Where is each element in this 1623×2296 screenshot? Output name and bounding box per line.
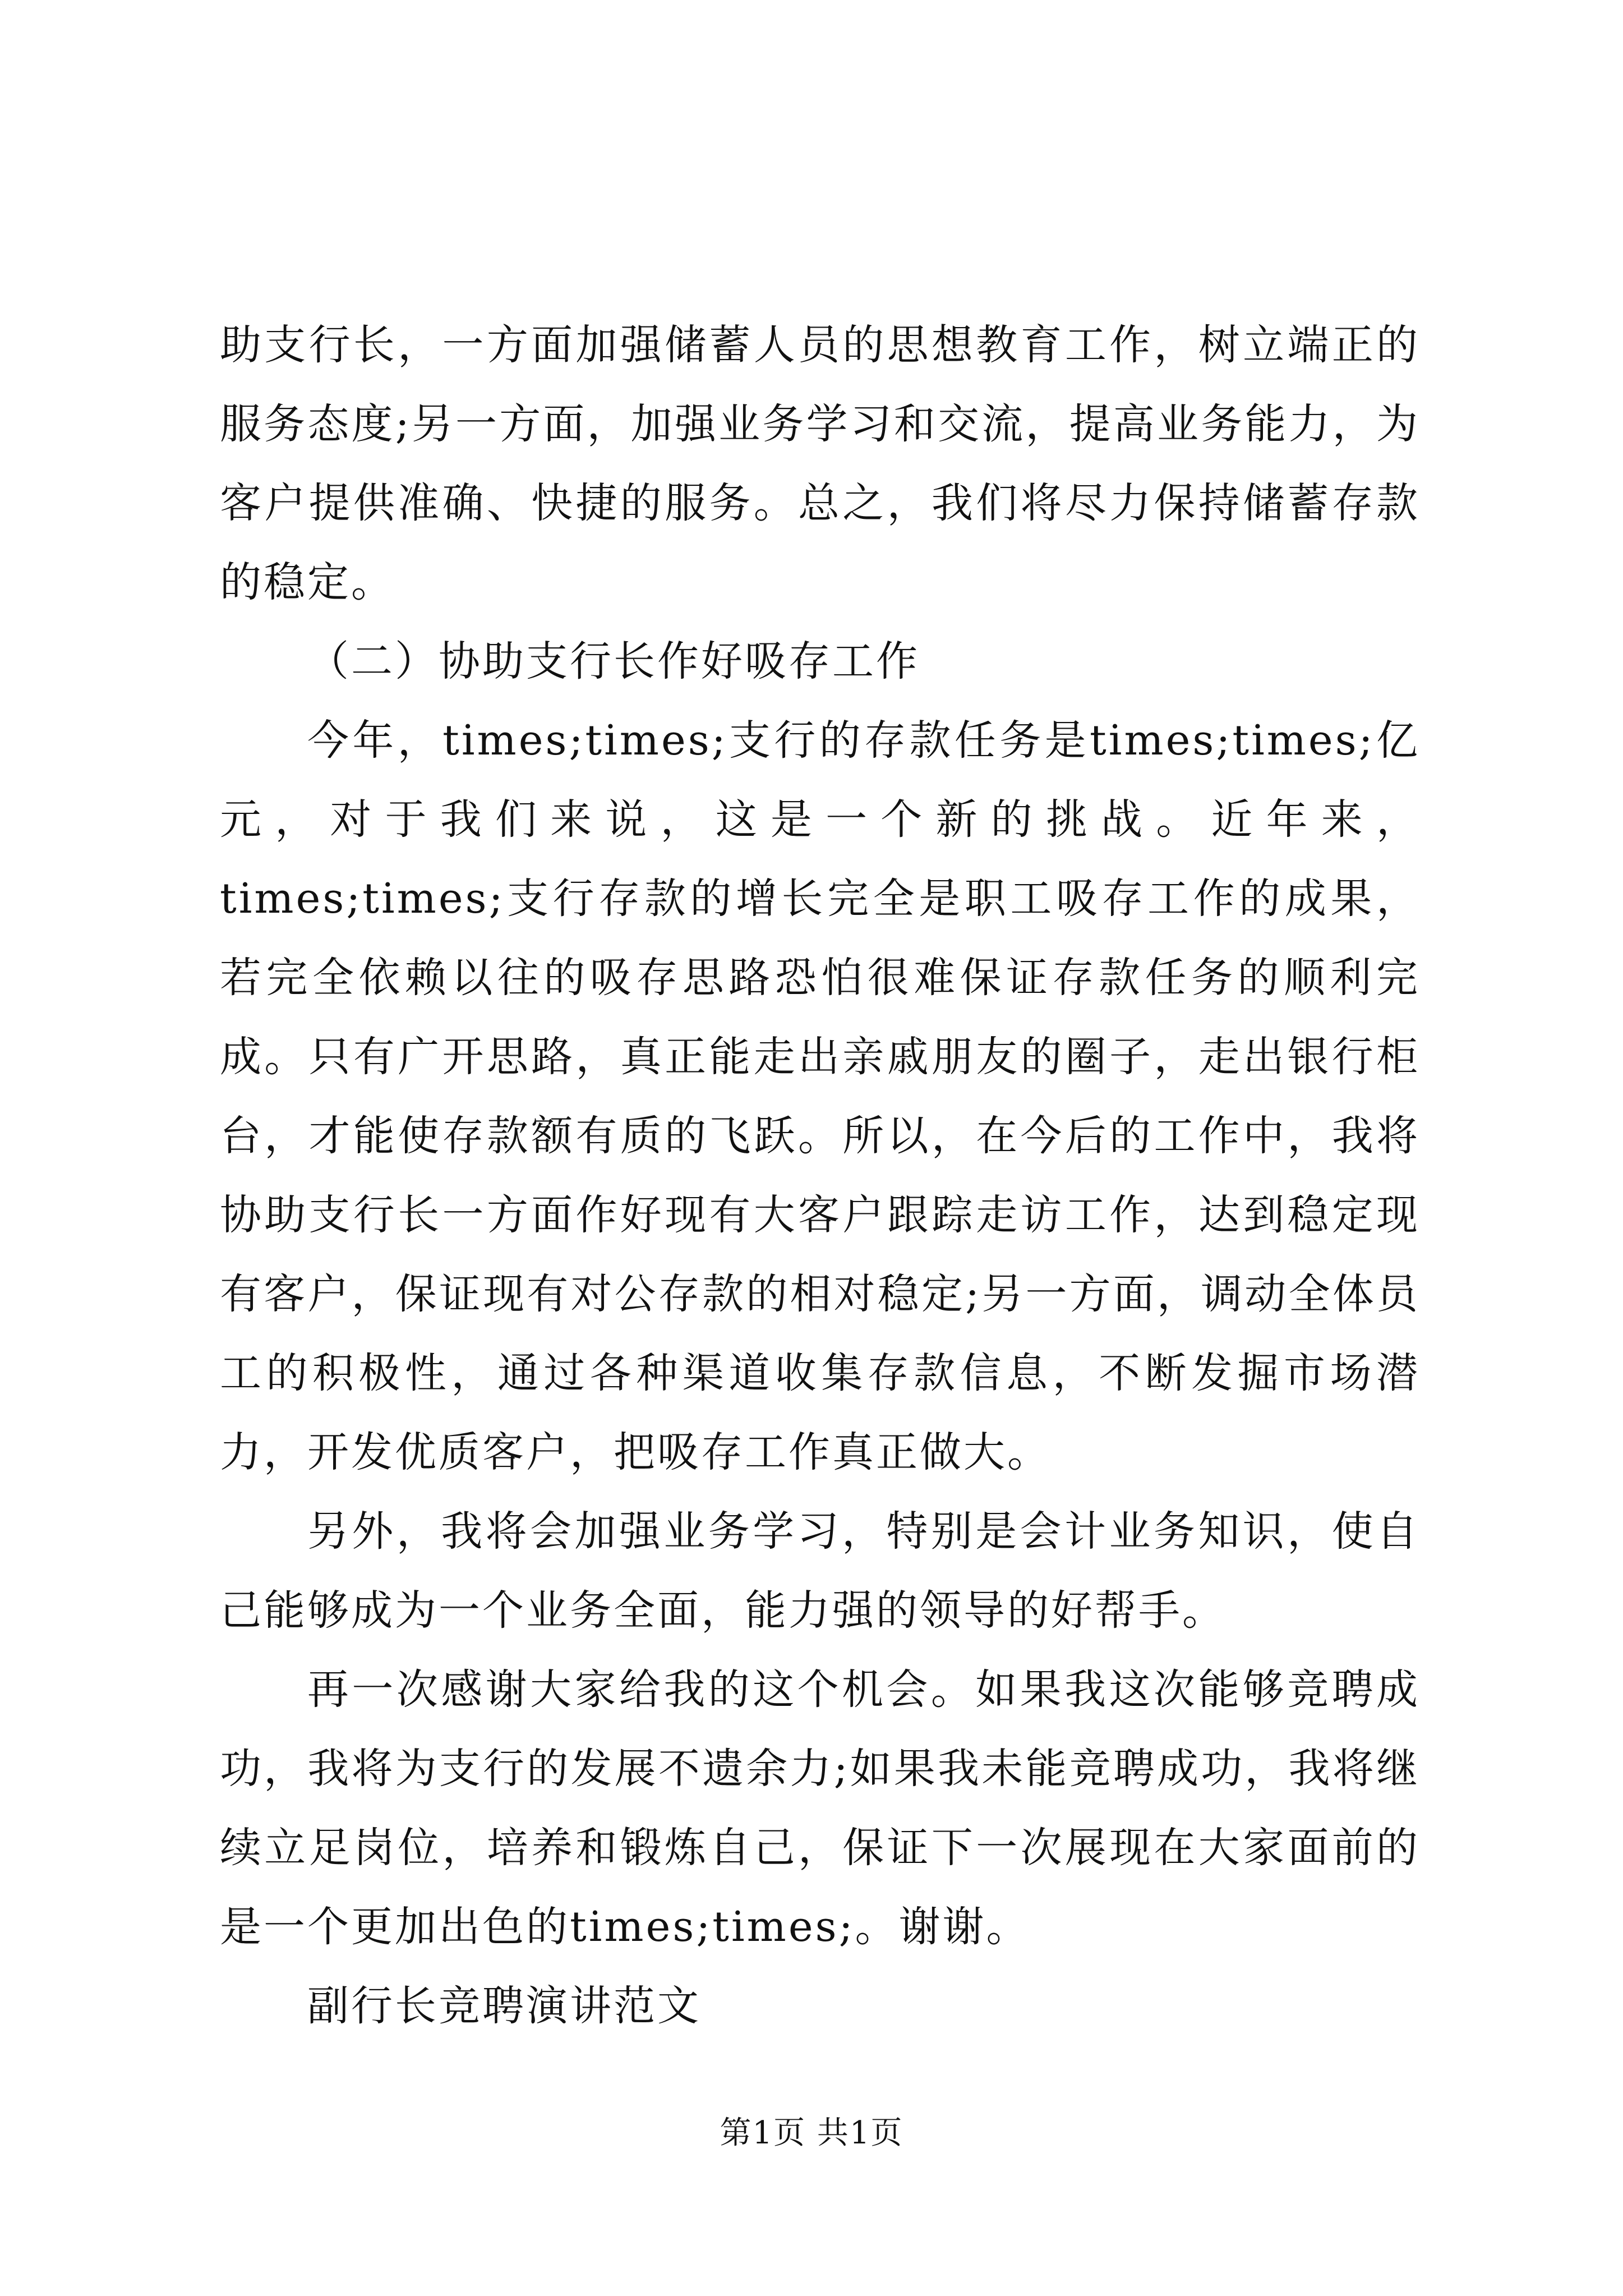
paragraph-study: 另外，我将会加强业务学习，特别是会计业务知识，使自己能够成为一个业务全面，能力强的领导的好帮手。	[220, 1507, 1420, 1635]
document-body	[220, 306, 1420, 2046]
paragraph-thanks: 再一次感谢大家给我的这个机会。如果我这次能够竞聘成功，我将为支行的发展不遗余力;如果我未能竞聘成功，我将继续立足岗位，培养和锻炼自己，保证下一次展现在大家面前的是一个更加出色的times;times;。谢谢。	[220, 1665, 1420, 1951]
section-heading: （二）协助支行长作好吸存工作	[307, 637, 920, 685]
paragraph-continuation: 助支行长，一方面加强储蓄人员的思想教育工作，树立端正的服务态度;另一方面，加强业务学习和交流，提高业务能力，为客户提供准确、快捷的服务。总之，我们将尽力保持储蓄存款的稳定。	[220, 321, 1420, 606]
paragraph-deposit-work: 今年，times;times;支行的存款任务是times;times;亿元，对于我们来说，这是一个新的挑战。近年来，times;times;支行存款的增长完全是职工吸存工作的成果，若完全依赖以往的吸存思路恐怕很难保证存款任务的顺利完成。只有广开思路，真正能走出亲戚朋友的圈子，走出银行柜台，才能使存款额有质的飞跃。所以，在今后的工作中，我将协助支行长一方面作好现有大客户跟踪走访工作，达到稳定现有客户，保证现有对公存款的相对稳定;另一方面，调动全体员工的积极性，通过各种渠道收集存款信息，不断发掘市场潜力，开发优质客户，把吸存工作真正做大。	[220, 716, 1420, 1476]
document-title-line: 副行长竞聘演讲范文	[307, 1982, 701, 2030]
page-footer: 第1页 共1页	[720, 2115, 903, 2151]
